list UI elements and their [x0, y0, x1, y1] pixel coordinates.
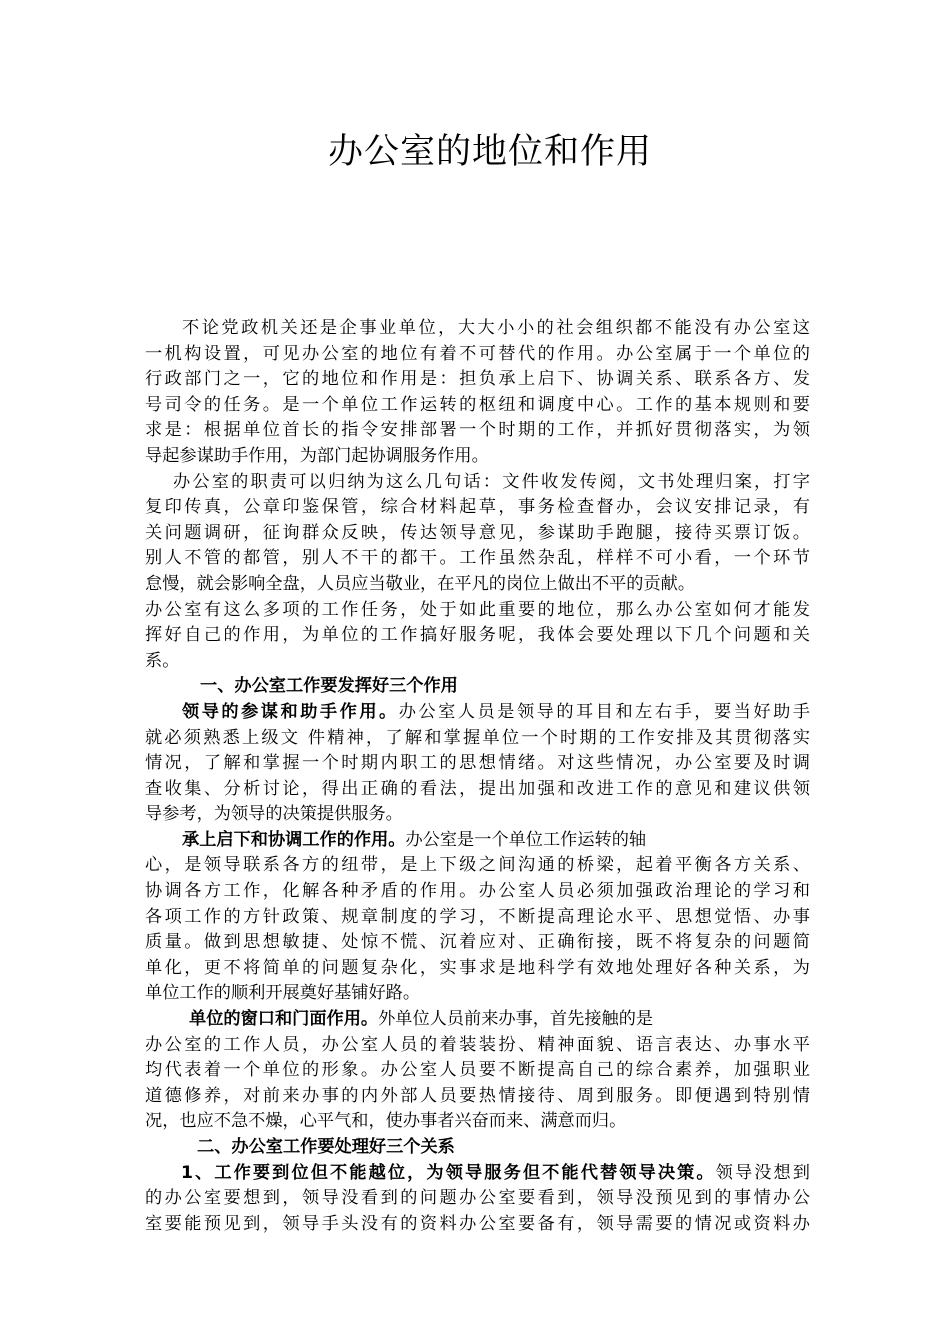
text-line [145, 1109, 810, 1135]
bold-lead: 单位的窗口和门面作用。 [189, 1009, 379, 1030]
bold-lead: 领导的参谋和助手作用。 [182, 701, 399, 722]
line-text: 均代表着一个单位的形象。办公室人员要不断提高自己的综合素养，加强职业 [145, 1060, 810, 1081]
line-text: 导参考，为领导的决策提供服务。 [145, 804, 403, 825]
text-line [145, 700, 810, 726]
text-line [145, 956, 810, 982]
text-line [145, 930, 810, 956]
line-text: 办公室人员是领导的耳目和左右手，要当好助手 [398, 701, 810, 722]
text-line [145, 623, 810, 649]
line-text: 道德修养，对前来办事的内外部人员要热情接待、周到服务。即便遇到特别情 [145, 1085, 810, 1106]
line-text: 一、办公室工作要发挥好三个作用 [200, 676, 458, 697]
text-line [145, 1161, 810, 1187]
text-line [145, 1135, 810, 1161]
line-text: 查收集、分析讨论，得出正确的看法，提出加强和改进工作的意见和建议供领 [145, 778, 810, 799]
bold-lead: 1、工作要到位但不能越位，为领导服务但不能代替领导决策。 [181, 1162, 716, 1183]
line-text: 号司令的任务。是一个单位工作运转的枢纽和调度中心。工作的基本规则和要 [145, 394, 810, 415]
line-text: 况，也应不急不燥，心平气和，使办事者兴奋而来、满意而归。 [145, 1111, 627, 1132]
text-line [145, 981, 810, 1007]
text-line [145, 367, 810, 393]
line-text: 关问题调研，征询群众反映，传达领导意见，参谋助手跑腿，接待买票订饭。 [145, 522, 810, 543]
text-line [145, 1186, 810, 1212]
line-text: 室要能预见到，领导手头没有的资料办公室要备有，领导需要的情况或资料办 [145, 1213, 810, 1234]
bold-lead: 承上启下和协调工作的作用。 [182, 829, 406, 850]
line-text: 办公室的工作人员，办公室人员的着装装扮、精神面貌、语言表达、办事水平 [145, 1034, 810, 1055]
text-line [145, 521, 810, 547]
text-line [145, 495, 810, 521]
text-line [145, 470, 810, 496]
line-text: 质量。做到思想敏捷、处惊不慌、沉着应对、正确衔接，既不将复杂的问题简 [145, 932, 810, 953]
text-line [145, 342, 810, 368]
line-text: 外单位人员前来办事，首先接触的是 [378, 1009, 654, 1030]
text-line [145, 572, 810, 598]
line-text: 一机构设置，可见办公室的地位有着不可替代的作用。办公室属于一个单位的 [145, 343, 810, 364]
text-line [145, 444, 810, 470]
text-line [145, 726, 810, 752]
text-line [145, 546, 810, 572]
line-text: 情况，了解和掌握一个时期内职工的思想情绪。对这些情况，办公室要及时调 [145, 753, 810, 774]
line-text: 二、办公室工作要处理好三个关系 [197, 1137, 455, 1157]
line-text: 怠慢，就会影响全盘，人员应当敬业，在平凡的岗位上做出不平的贡献。 [145, 573, 696, 594]
text-line [145, 828, 810, 854]
text-line [145, 393, 810, 419]
line-text: 各项工作的方针政策、规章制度的学习，不断提高理论水平、思想觉悟、办事 [145, 906, 810, 927]
line-text: 心，是领导联系各方的纽带，是上下级之间沟通的桥梁，起着平衡各方关系、 [145, 855, 810, 876]
text-line [145, 1212, 810, 1238]
line-text: 复印传真，公章印鉴保管，综合材料起草，事务检查督办，会议安排记录，有 [145, 497, 810, 518]
line-text: 不论党政机关还是企事业单位，大大小小的社会组织都不能没有办公室这 [182, 318, 810, 338]
line-text: 的办公室要想到，领导没看到的问题办公室要看到，领导没预见到的事情办公 [145, 1188, 810, 1209]
line-text: 挥好自己的作用，为单位的工作搞好服务呢，我体会要处理以下几个问题和关 [145, 625, 810, 646]
line-text: 单化，更不将简单的问题复杂化，实事求是地科学有效地处理好各种关系，为 [145, 957, 810, 978]
text-line [145, 751, 810, 777]
text-line [145, 1084, 810, 1110]
line-text: 别人不管的都管，别人不干的都干。工作虽然杂乱，样样不可小看，一个环节 [145, 548, 810, 569]
text-line [145, 853, 810, 879]
line-text: 协调各方工作，化解各种矛盾的作用。办公室人员必须加强政治理论的学习和 [145, 881, 810, 902]
text-line [145, 316, 810, 342]
line-text: 办公室有这么多项的工作任务，处于如此重要的地位，那么办公室如何才能发 [145, 599, 810, 620]
text-line [145, 905, 810, 931]
line-text: 系。 [145, 650, 180, 671]
line-text: 行政部门之一，它的地位和作用是：担负承上启下、协调关系、联系各方、发 [145, 369, 810, 390]
line-text: 单位工作的顺利开展奠好基铺好路。 [145, 983, 421, 1004]
text-line [145, 1033, 810, 1059]
line-text: 就必须熟悉上级文 件精神，了解和掌握单位一个时期的工作安排及其贯彻落实 [145, 727, 810, 748]
text-line [145, 1058, 810, 1084]
text-line [145, 802, 810, 828]
document-body [145, 316, 810, 1237]
document-title: 办公室的地位和作用 [327, 132, 652, 172]
line-text: 导起参谋助手作用，为部门起协调服务作用。 [145, 445, 489, 466]
text-line [145, 674, 810, 700]
text-line [145, 598, 810, 624]
text-line [145, 649, 810, 675]
text-line [145, 879, 810, 905]
text-line [145, 1007, 810, 1033]
line-text: 求是：根据单位首长的指令安排部署一个时期的工作，并抓好贯彻落实，为领 [145, 420, 810, 441]
text-line [145, 777, 810, 803]
line-text: 领导没想到 [715, 1162, 810, 1183]
line-text: 办公室的职责可以归纳为这么几句话：文件收发传阅，文书处理归案，打字 [173, 471, 810, 492]
line-text: 办公室是一个单位工作运转的轴 [405, 829, 647, 850]
text-line [145, 418, 810, 444]
